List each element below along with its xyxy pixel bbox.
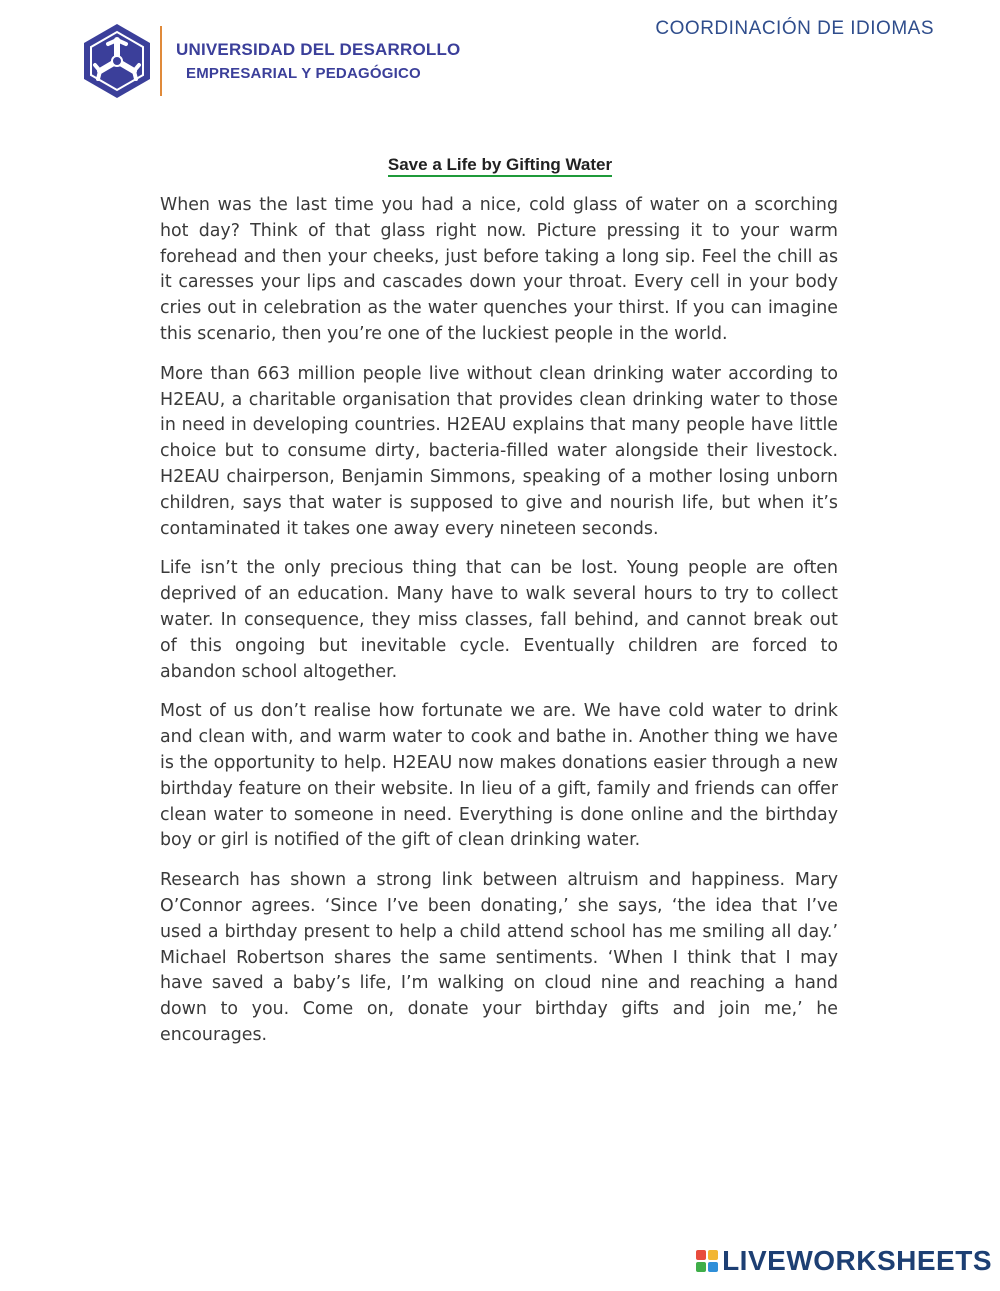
logo-square-green bbox=[696, 1262, 706, 1272]
article-paragraph: More than 663 million people live without clean drinking water according to H2EAU, a charitable organisation that provides clean drinking water to those in need in developing countries. H2EAU explains that many people have little choice but to consume dirty, bacteria-filled water alongside their livestock. H2EAU chairperson, Benjamin Simmons, speaking of a mother losing unborn children, says that water is supposed to give and nourish life, but when it’s contaminated it takes one away every nineteen seconds. bbox=[160, 363, 838, 539]
university-name bbox=[176, 38, 460, 86]
university-logo-icon bbox=[78, 22, 156, 100]
article-paragraph: Research has shown a strong link between altruism and happiness. Mary O’Connor agrees. ‘Since I’ve been donating,’ she says, ‘the idea that I’ve used a birthday present to help a child attend school has me smiling all day.’ Michael Robertson shares the same sentiments. ‘When I think that I may have saved a baby’s life, I’m walking on cloud nine and reaching a hand down to you. Come on, donate your birthday gifts and join me,’ he encourages. bbox=[160, 870, 838, 1045]
logo-divider bbox=[160, 26, 162, 96]
logo-square-blue bbox=[708, 1262, 718, 1272]
article-paragraph: Most of us don’t realise how fortunate we are. We have cold water to drink and clean with, and warm water to cook and bathe in. Another thing we have is the opportunity to help. H2EAU now makes donations easier through a new birthday feature on their website. In lieu of a gift, family and friends can offer clean water to someone in need. Everything is done online and the birthday boy or girl is notified of the gift of clean drinking water. bbox=[160, 701, 838, 851]
liveworksheets-logo-icon bbox=[696, 1250, 718, 1272]
article-title-wrap bbox=[0, 155, 1000, 175]
article-body bbox=[160, 193, 838, 1063]
article-title: Save a Life by Gifting Water bbox=[388, 155, 612, 177]
university-name-line2: EMPRESARIAL Y PEDAGÓGICO bbox=[186, 65, 421, 82]
article-paragraph: When was the last time you had a nice, cold glass of water on a scorching hot day? Think of that glass right now. Picture pressing it to your warm forehead and then your cheeks, just before taking a long sip. Feel the chill as it caresses your lips and cascades down your throat. Every cell in your body cries out in celebration as the water quenches your thirst. If you can imagine this scenario, then you’re one of the luckiest people in the world. bbox=[160, 195, 838, 344]
university-name-line1: UNIVERSIDAD DEL DESARROLLO bbox=[176, 40, 461, 59]
article-paragraph: Life isn’t the only precious thing that can be lost. Young people are often deprived of an education. Many have to walk several hours to try to collect water. In consequence, they miss classes, fall behind, and cannot break out of this ongoing but inevitable cycle. Eventually children are forced to abandon school altogether. bbox=[160, 558, 838, 682]
coordination-label: COORDINACIÓN DE IDIOMAS bbox=[655, 18, 934, 39]
logo-square-yellow bbox=[708, 1250, 718, 1260]
liveworksheets-brand: LIVEWORKSHEETS bbox=[722, 1245, 992, 1276]
logo-square-red bbox=[696, 1250, 706, 1260]
liveworksheets-logo bbox=[696, 1245, 992, 1277]
